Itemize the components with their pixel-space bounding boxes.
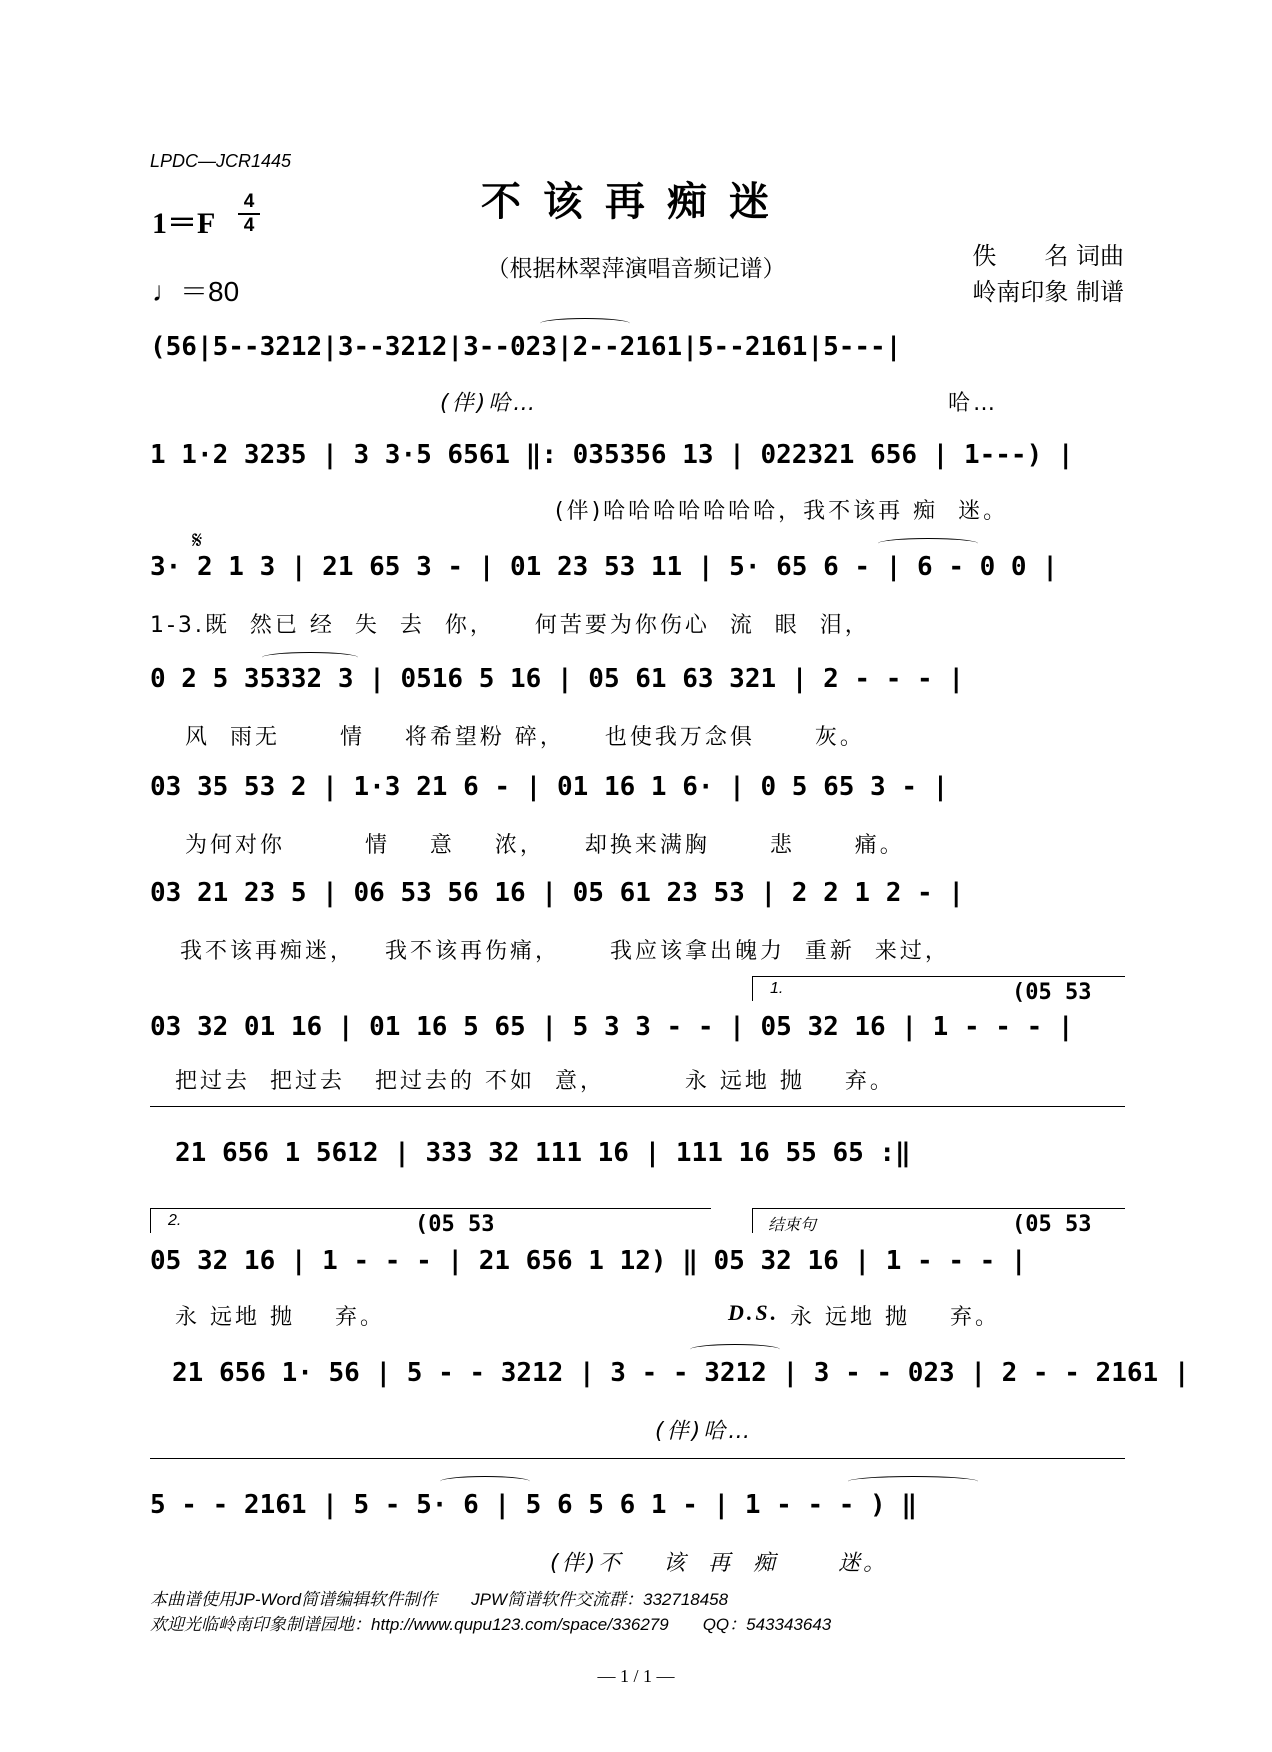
line-rule xyxy=(150,1458,1125,1459)
lyric-line-4: 风 雨无 情 将希望粉 碎， 也使我万念俱 灰。 xyxy=(185,725,865,750)
ending-label: 结束句 xyxy=(768,1217,817,1234)
lyric-line-9b: 永 远地 抛 弃。 xyxy=(790,1305,1000,1330)
slur xyxy=(262,652,358,663)
lyric-line-5: 为何对你 情 意 浓， 却换来满胸 悲 痛。 xyxy=(185,833,905,858)
page-number: — 1 / 1 — xyxy=(597,1666,675,1686)
lyric-line-2: (伴)哈哈哈哈哈哈哈，我不该再 痴 迷。 xyxy=(555,499,1009,524)
tempo-mark: ♩＝80 xyxy=(152,276,240,307)
lyric-line-7: 把过去 把过去 把过去的 不如 意， 永 远地 抛 弃。 xyxy=(175,1069,895,1094)
volta-1-label: 1. xyxy=(770,980,784,997)
score-code: LPDC—JCR1445 xyxy=(150,151,292,171)
slur xyxy=(690,1344,780,1355)
notation-line-7: 03 32 01 16 | 01 16 5 65 | 5 3 3 - - | 05 32 16 | 1 - - - | xyxy=(150,1012,1074,1042)
lyric-line-1a: (伴)哈… xyxy=(440,391,539,416)
meter-bottom: 4 xyxy=(243,215,255,236)
notation-line-4: 0 2 5 35332 3 | 0516 5 16 | 05 61 63 321 | 2 - - - | xyxy=(150,664,964,694)
lyric-line-11: (伴)不 该 再 痴 迷。 xyxy=(550,1551,889,1576)
time-signature xyxy=(238,192,260,236)
footer-software-info: 本曲谱使用JP-Word简谱编辑软件制作 JPW简谱软件交流群：332718458 xyxy=(150,1590,729,1609)
tie xyxy=(878,538,978,549)
lyric-line-9a: 永 远地 抛 弃。 xyxy=(175,1305,385,1330)
segno-sign: 𝄋 xyxy=(192,526,203,554)
subtitle: （根据林翠萍演唱音频记谱） xyxy=(486,256,786,282)
lyric-line-1b: 哈… xyxy=(948,391,999,416)
volta-1-extension xyxy=(150,1106,1125,1107)
slur xyxy=(440,1476,530,1487)
lyric-line-3: 1-3.既 然已 经 失 去 你， 何苦要为你伤心 流 眼 泪， xyxy=(150,613,870,638)
notation-line-10: 21 656 1· 56 | 5 - - 3212 | 3 - - 3212 | 3 - - 023 | 2 - - 2161 | xyxy=(172,1358,1190,1388)
notation-line-6: 03 21 23 5 | 06 53 56 16 | 05 61 23 53 | 2 2 1 2 - | xyxy=(150,878,964,908)
footer-website-info: 欢迎光临岭南印象制谱园地：http://www.qupu123.com/space/336279 QQ：543343643 xyxy=(150,1615,832,1634)
tie xyxy=(848,1476,978,1487)
ds-mark: D.S. xyxy=(728,1300,780,1325)
notation-line-3: 3· 2 1 3 | 21 65 3 - | 01 23 53 11 | 5· 65 6 - | 6 - 0 0 | xyxy=(150,552,1058,582)
song-title: 不该再痴迷 xyxy=(481,178,791,225)
lyric-line-6: 我不该再痴迷， 我不该再伤痛， 我应该拿出魄力 重新 来过， xyxy=(180,939,950,964)
credit-lyrics-music: 佚 名 词曲 xyxy=(972,242,1124,270)
volta-2-label: 2. xyxy=(168,1212,182,1229)
meter-top: 4 xyxy=(243,191,255,212)
credit-transcriber: 岭南印象 制谱 xyxy=(972,278,1124,306)
notation-line-8: 21 656 1 5612 | 333 32 111 16 | 111 16 55 65 :‖ xyxy=(175,1138,911,1168)
pickup-notes-2: (05 53 xyxy=(415,1212,495,1237)
lyric-line-10: (伴)哈… xyxy=(655,1419,754,1444)
key-signature: 1＝F xyxy=(152,207,216,240)
notation-line-1: (56|5--3212|3--3212|3--023|2--2161|5--2161|5---| xyxy=(150,332,902,362)
notation-line-2: 1 1·2 3235 | 3 3·5 6561 ‖: 035356 13 | 022321 656 | 1---) | xyxy=(150,440,1074,470)
pickup-notes-1: (05 53 xyxy=(1012,980,1092,1005)
notation-line-11: 5 - - 2161 | 5 - 5· 6 | 5 6 5 6 1 - | 1 - - - ) ‖ xyxy=(150,1490,918,1520)
pickup-notes-3: (05 53 xyxy=(1012,1212,1092,1237)
notation-line-9: 05 32 16 | 1 - - - | 21 656 1 12) ‖ 05 32 16 | 1 - - - | xyxy=(150,1246,1027,1276)
notation-line-5: 03 35 53 2 | 1·3 21 6 - | 01 16 1 6· | 0 5 65 3 - | xyxy=(150,772,949,802)
slur xyxy=(540,318,630,329)
